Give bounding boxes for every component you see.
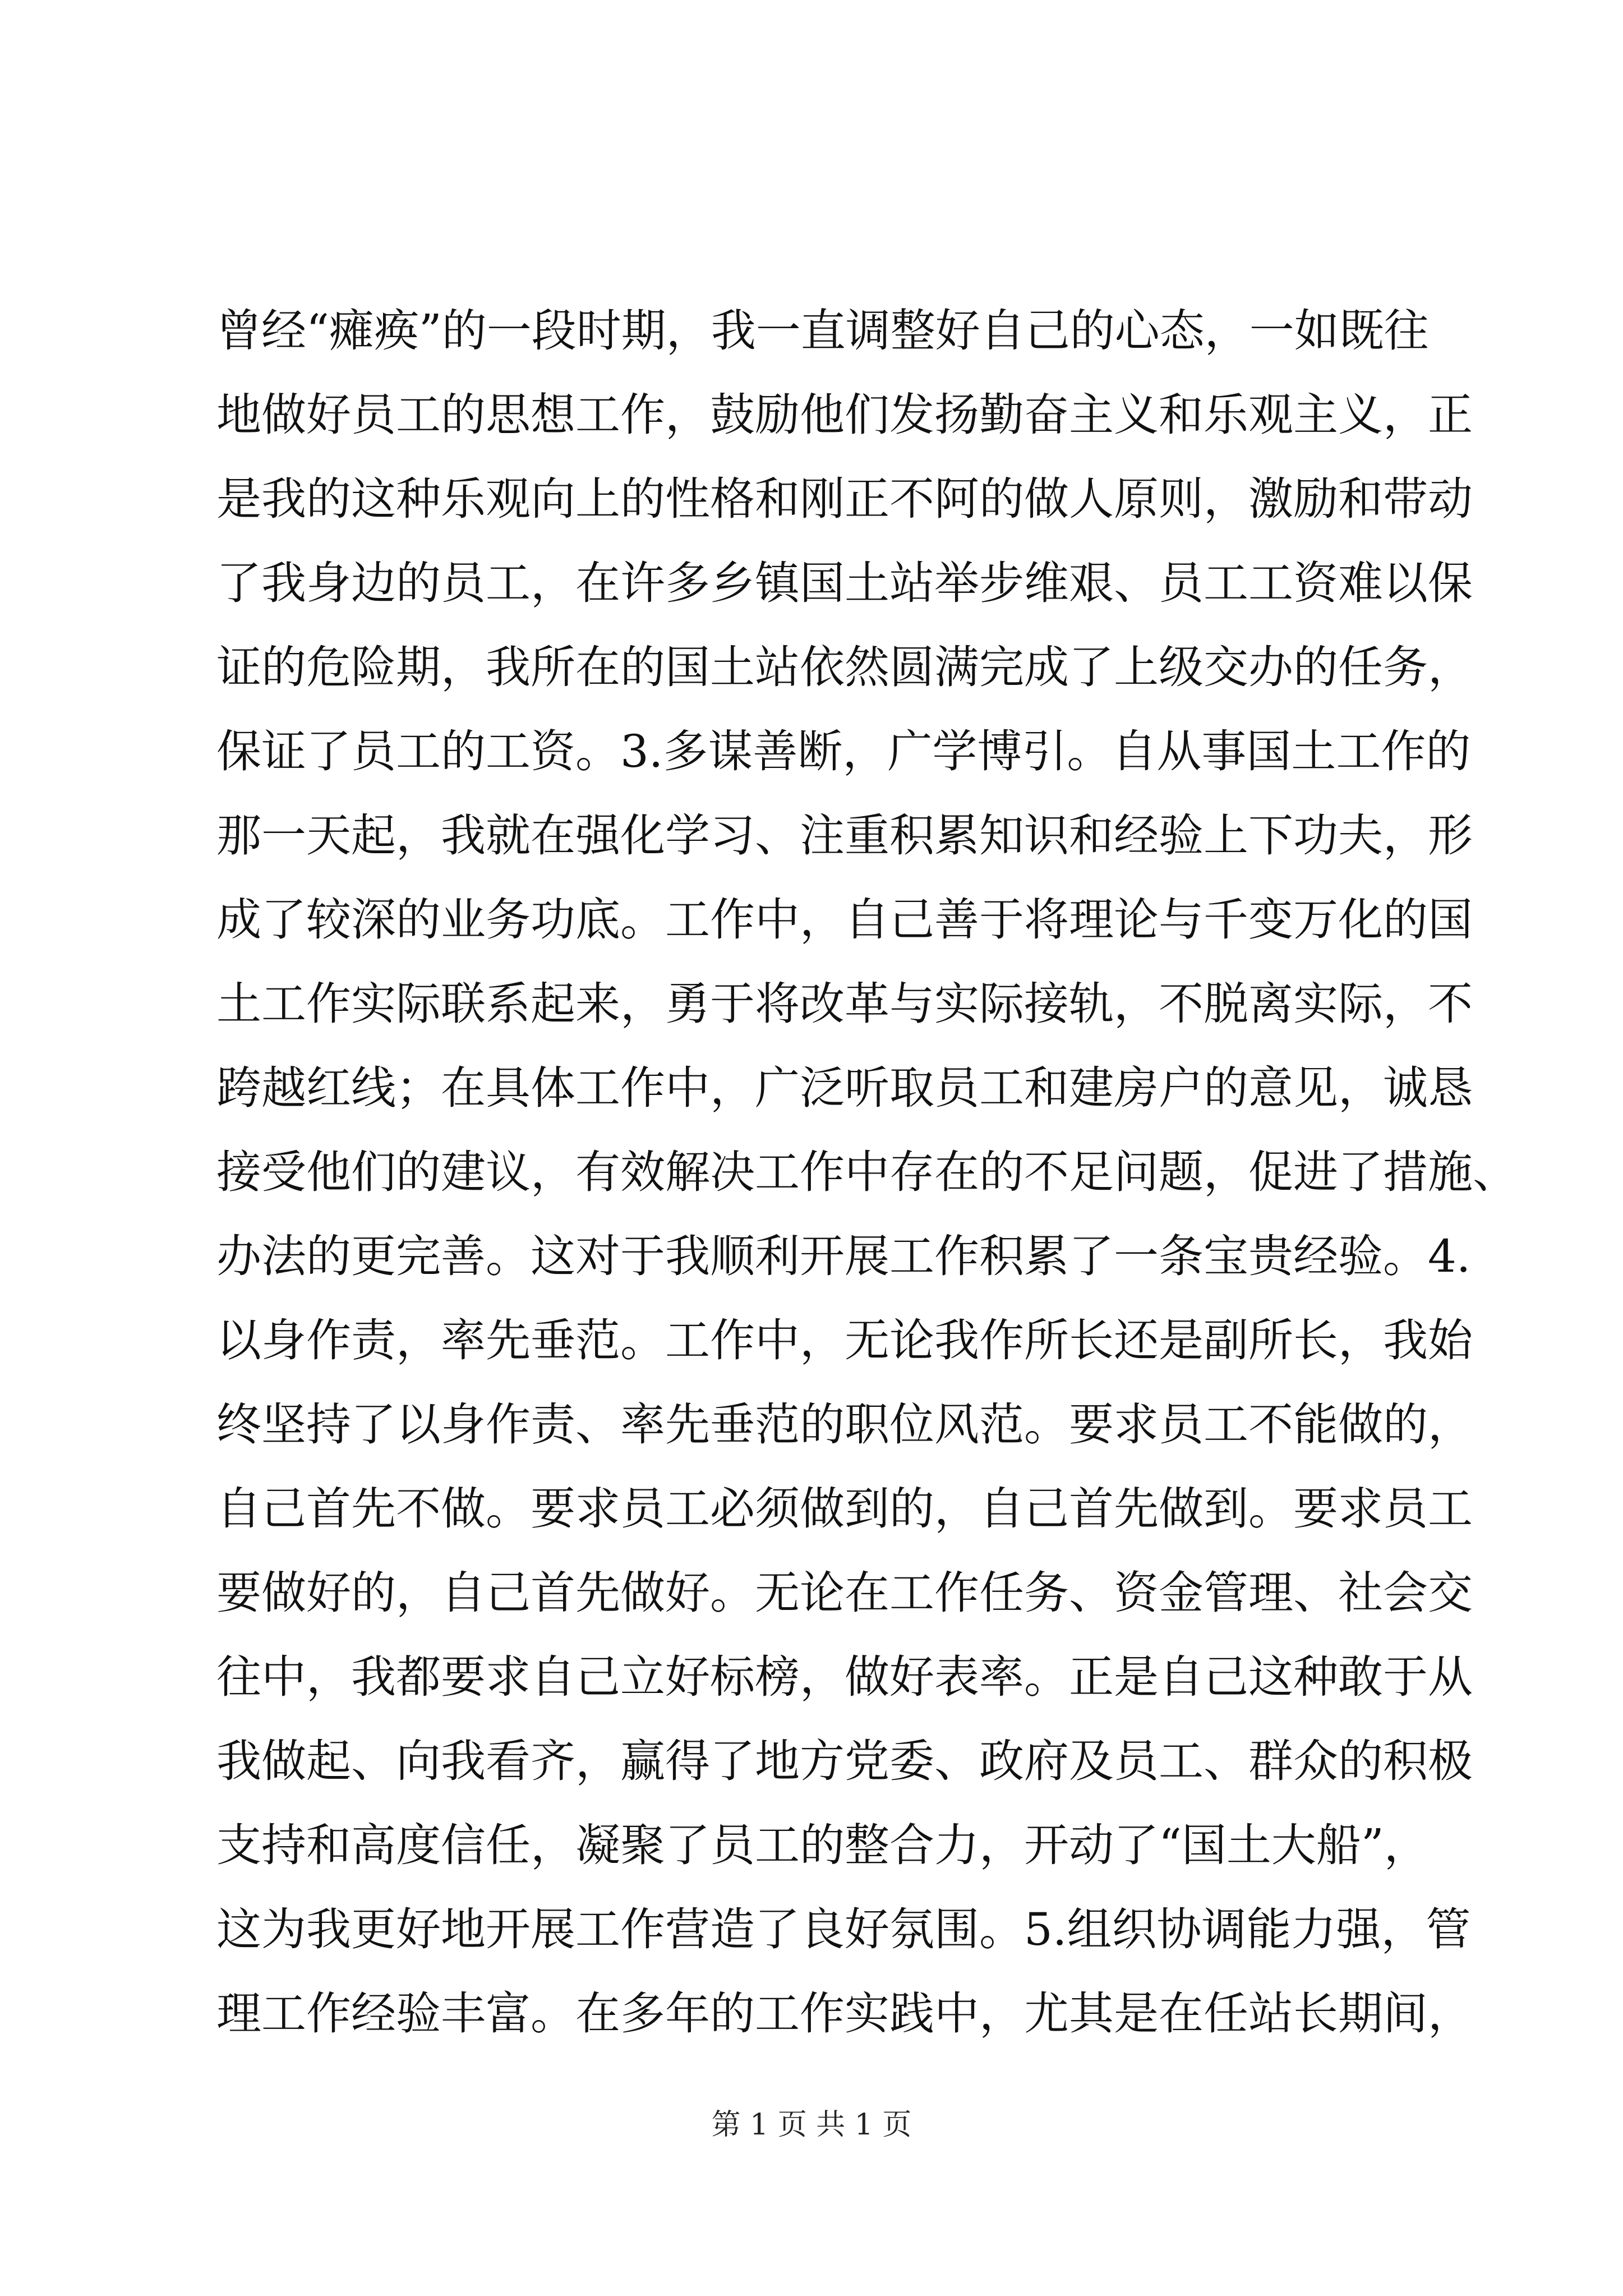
text-line: 往中，我都要求自己立好标榜，做好表率。正是自己这种敢于从	[216, 1651, 1473, 1703]
page-footer	[0, 2101, 1623, 2143]
text-line: 地做好员工的思想工作，鼓励他们发扬勤奋主义和乐观主义，正	[216, 389, 1473, 441]
text-line: 接受他们的建议，有效解决工作中存在的不足问题，促进了措施、	[216, 1146, 1518, 1198]
text-line: 保证了员工的工资。3.多谋善断，广学博引。自从事国土工作的	[216, 725, 1471, 777]
text-line: 证的危险期，我所在的国土站依然圆满完成了上级交办的任务，	[216, 641, 1473, 693]
text-line: 土工作实际联系起来，勇于将改革与实际接轨，不脱离实际，不	[216, 978, 1473, 1030]
text-line: 我做起、向我看齐，赢得了地方党委、政府及员工、群众的积极	[216, 1735, 1473, 1787]
text-line: 曾经“瘫痪”的一段时期，我一直调整好自己的心态，一如既往	[216, 305, 1429, 357]
text-line: 理工作经验丰富。在多年的工作实践中，尤其是在任站长期间，	[216, 1987, 1473, 2040]
text-line: 以身作责，率先垂范。工作中，无论我作所长还是副所长，我始	[216, 1314, 1473, 1366]
text-line: 是我的这种乐观向上的性格和刚正不阿的做人原则，激励和带动	[216, 473, 1473, 525]
text-line: 要做好的，自己首先做好。无论在工作任务、资金管理、社会交	[216, 1567, 1473, 1619]
text-line: 支持和高度信任，凝聚了员工的整合力，开动了“国土大船”，	[216, 1819, 1429, 1871]
text-line: 成了较深的业务功底。工作中，自己善于将理论与千变万化的国	[216, 894, 1473, 946]
page-number-label: 第 1 页 共 1 页	[711, 2108, 912, 2142]
body-text	[216, 289, 1518, 2056]
text-line: 办法的更完善。这对于我顺利开展工作积累了一条宝贵经验。4.	[216, 1230, 1471, 1282]
text-line: 跨越红线；在具体工作中，广泛听取员工和建房户的意见，诚恳	[216, 1062, 1473, 1114]
text-line: 这为我更好地开展工作营造了良好氛围。5.组织协调能力强，管	[216, 1903, 1471, 1955]
text-line: 自己首先不做。要求员工必须做到的，自己首先做到。要求员工	[216, 1483, 1473, 1535]
text-line: 终坚持了以身作责、率先垂范的职位风范。要求员工不能做的，	[216, 1398, 1473, 1451]
text-line: 了我身边的员工，在许多乡镇国土站举步维艰、员工工资难以保	[216, 557, 1473, 609]
text-line: 那一天起，我就在强化学习、注重积累知识和经验上下功夫，形	[216, 809, 1473, 862]
